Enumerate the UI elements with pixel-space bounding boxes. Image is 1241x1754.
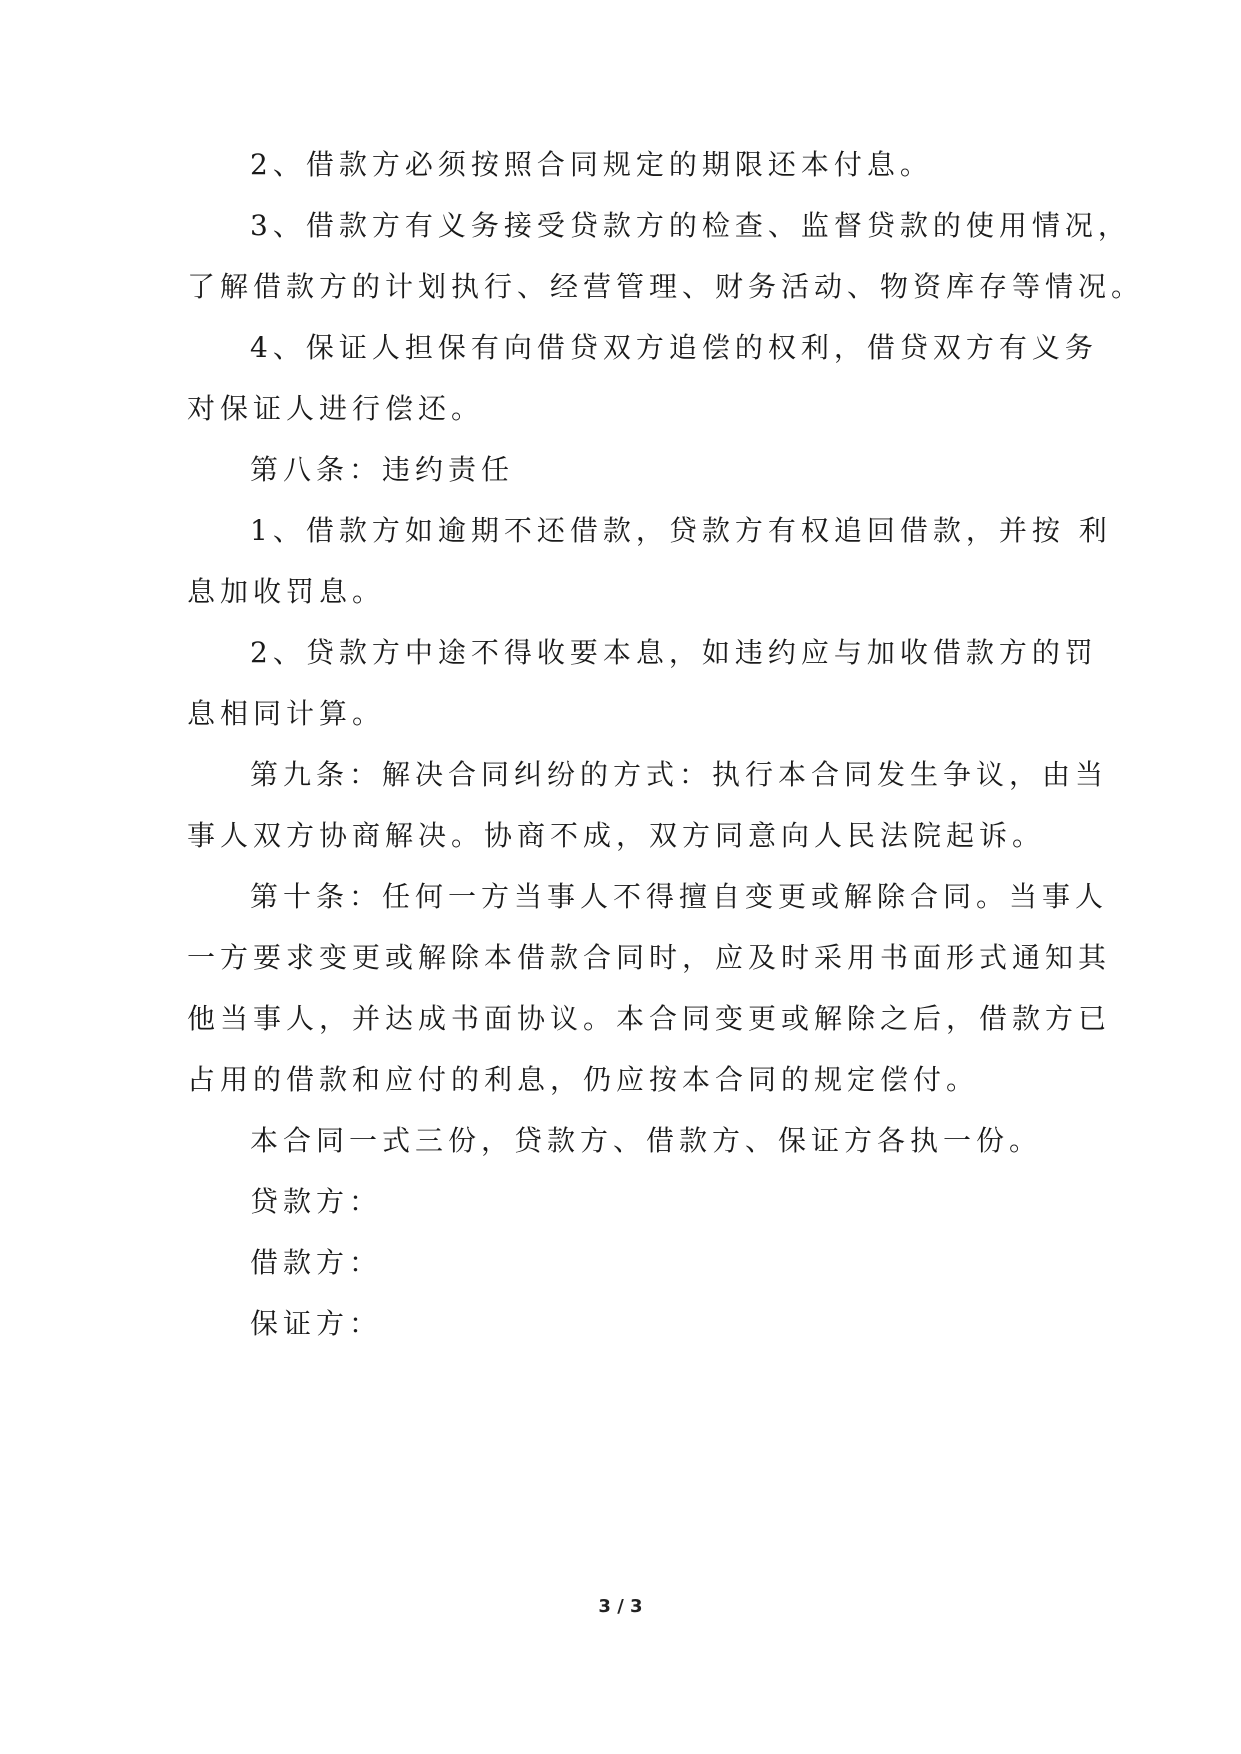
clause-10-cont-3: 占用的借款和应付的利息，仍应按本合同的规定偿付。 (187, 1063, 980, 1096)
clause-10-cont-1: 一方要求变更或解除本借款合同时，应及时采用书面形式通知其 (187, 941, 1112, 974)
clause-8-item-2-cont: 息相同计算。 (187, 697, 386, 730)
clause-7-item-3: 3、借款方有义务接受贷款方的检查、监督贷款的使用情况， (250, 209, 1131, 242)
clause-7-item-4: 4、保证人担保有向借贷双方追偿的权利，借贷双方有义务 (250, 331, 1098, 364)
clause-7-item-2: 2、借款方必须按照合同规定的期限还本付息。 (250, 148, 933, 181)
clause-9-cont: 事人双方协商解决。协商不成，双方同意向人民法院起诉。 (187, 819, 1046, 852)
lender-signature-label: 贷款方： (250, 1185, 383, 1218)
borrower-signature-label: 借款方： (250, 1246, 383, 1279)
clause-8-item-2: 2、贷款方中途不得收要本息，如违约应与加收借款方的罚 (250, 636, 1098, 669)
clause-8-item-1: 1、借款方如逾期不还借款，贷款方有权追回借款，并按 利 (250, 514, 1112, 547)
copies-statement: 本合同一式三份，贷款方、借款方、保证方各执一份。 (250, 1124, 1043, 1157)
clause-8-item-1-cont: 息加收罚息。 (187, 575, 386, 608)
clause-10-cont-2: 他当事人，并达成书面协议。本合同变更或解除之后，借款方已 (187, 1002, 1112, 1035)
clause-7-item-4-cont: 对保证人进行偿还。 (187, 392, 485, 425)
page-number: 3 / 3 (598, 1596, 643, 1617)
clause-9: 第九条：解决合同纠纷的方式：执行本合同发生争议，由当 (250, 758, 1109, 791)
clause-10: 第十条：任何一方当事人不得擅自变更或解除合同。当事人 (250, 880, 1109, 913)
clause-8-heading: 第八条：违约责任 (250, 453, 515, 486)
clause-7-item-3-cont: 了解借款方的计划执行、经营管理、财务活动、物资库存等情况。 (187, 270, 1145, 303)
guarantor-signature-label: 保证方： (250, 1307, 383, 1340)
